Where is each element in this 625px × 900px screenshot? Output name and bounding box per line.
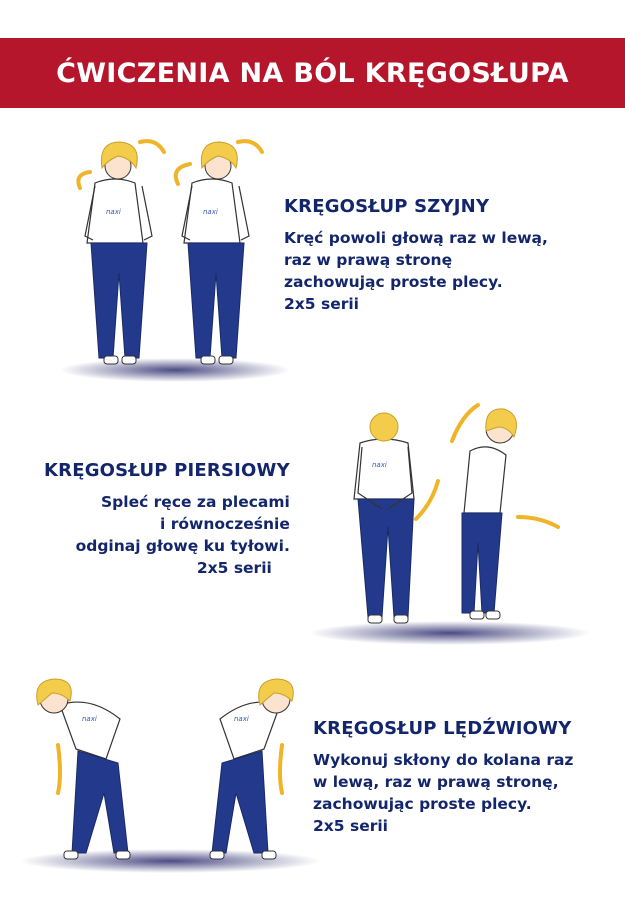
lumbar-exercise-illustration (20, 665, 320, 880)
description-line: 2x5 serii (313, 817, 388, 835)
svg-text:naxi: naxi (372, 461, 387, 469)
description-line: i równocześnie (160, 515, 290, 533)
header-banner (0, 38, 625, 108)
exercise-title: KRĘGOSŁUP SZYJNY (284, 196, 490, 217)
exercise-thoracic (44, 460, 290, 579)
down-arrow-icon (58, 745, 60, 793)
description-line: zachowując proste plecy. (313, 795, 532, 813)
figure-thoracic-back (354, 413, 414, 623)
description-line: w lewą, raz w prawą stronę, (313, 773, 559, 791)
neck-exercise-illustration (60, 128, 290, 388)
description-line: 2x5 serii (196, 559, 272, 577)
down-arrow-icon (416, 481, 438, 519)
svg-text:naxi: naxi (106, 208, 121, 216)
up-arrow-icon (452, 405, 478, 441)
exercise-cervical (284, 196, 548, 315)
description-line: odginaj głowę ku tyłowi. (75, 537, 290, 555)
right-arrow-icon (518, 517, 558, 527)
exercise-description (284, 227, 548, 315)
exercise-description (44, 491, 290, 579)
description-line: zachowując proste plecy. (284, 273, 503, 291)
description-line: raz w prawą stronę (284, 251, 453, 269)
floor-shadow (310, 621, 590, 645)
rotate-arrow-icon (140, 141, 164, 152)
down-arrow-icon (280, 745, 282, 793)
description-line: Kręć powoli głową raz w lewą, (284, 229, 548, 247)
floor-shadow (60, 358, 290, 382)
figure-thoracic-side (462, 409, 516, 619)
description-line: Wykonuj skłony do kolana raz (313, 751, 574, 769)
exercise-title: KRĘGOSŁUP LĘDŹWIOWY (313, 718, 572, 739)
svg-text:naxi: naxi (203, 208, 218, 216)
figure-lumbar-left (37, 679, 130, 859)
svg-text:naxi: naxi (234, 715, 249, 723)
thoracic-exercise-illustration (300, 395, 600, 650)
page-title: ĆWICZENIA NA BÓL KRĘGOSŁUPA (56, 57, 569, 89)
rotate-arrow-icon (78, 172, 90, 188)
rotate-arrow-icon (238, 141, 262, 152)
figure-neck-right (182, 142, 249, 364)
exercise-title: KRĘGOSŁUP PIERSIOWY (44, 460, 290, 481)
svg-text:naxi: naxi (82, 715, 97, 723)
rotate-arrow-icon (176, 164, 190, 184)
description-line: 2x5 serii (284, 295, 359, 313)
exercise-description (313, 749, 573, 837)
description-line: Spleć ręce za plecami (101, 493, 290, 511)
exercise-lumbar (313, 718, 573, 837)
figure-neck-left (85, 142, 152, 364)
